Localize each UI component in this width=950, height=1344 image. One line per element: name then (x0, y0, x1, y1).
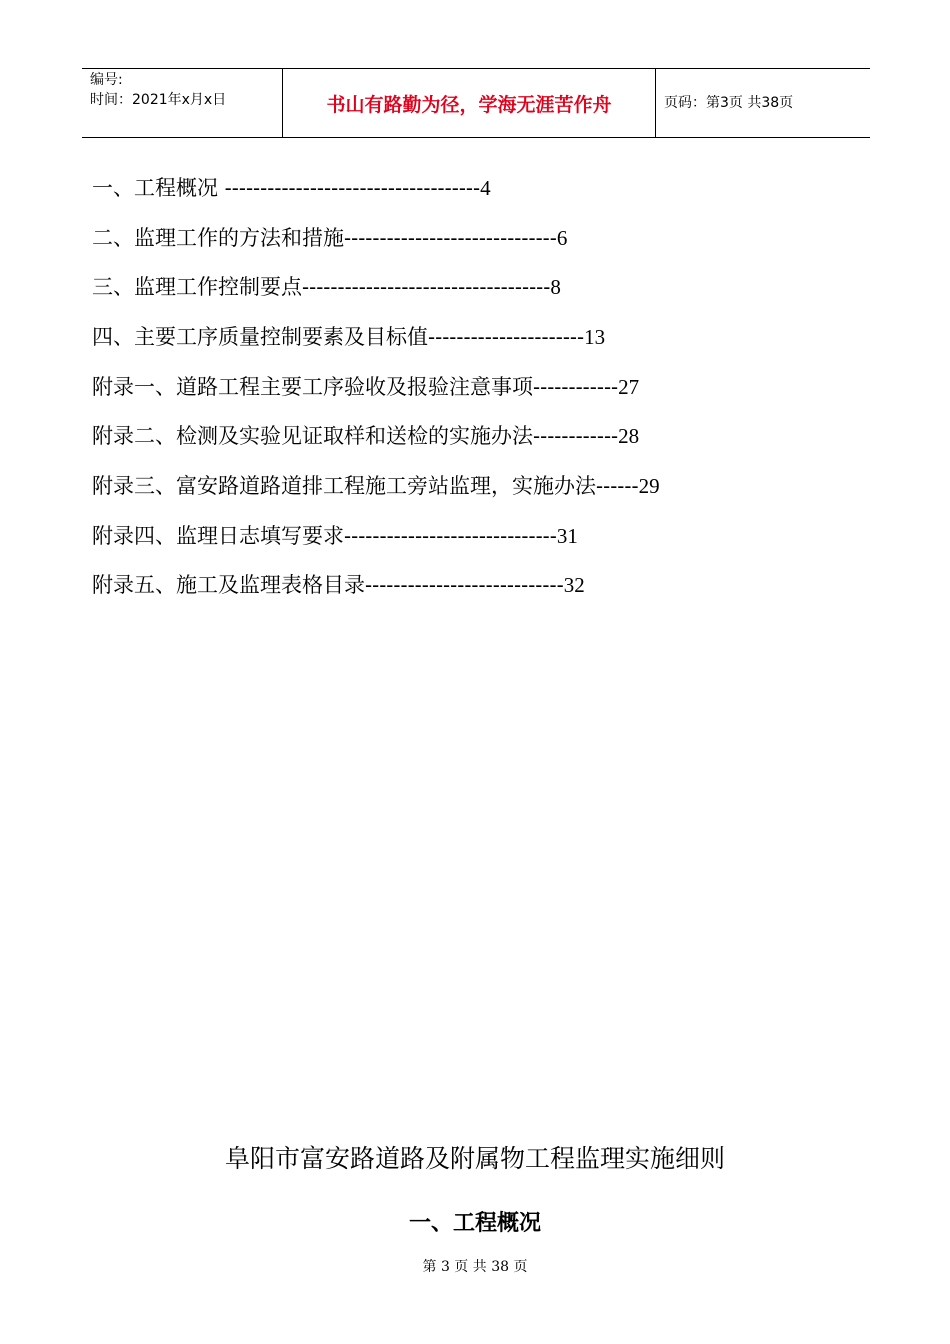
toc-entry[interactable] (92, 569, 585, 601)
header-page-cell (656, 69, 870, 137)
document-number-label: 编号: (90, 72, 123, 88)
header-motto-cell (283, 69, 656, 137)
toc-entry[interactable] (92, 371, 639, 403)
toc-entry[interactable] (92, 420, 639, 452)
toc-entry-title: 附录一、道路工程主要工序验收及报验注意事项 (92, 375, 533, 399)
section-heading: 一、工程概况 (408, 1210, 541, 1236)
toc-entry-title: 附录五、施工及监理表格目录 (92, 573, 365, 597)
toc-entry-leader: ------------ (533, 424, 619, 448)
header-meta-cell (82, 69, 283, 137)
toc-entry-page: 29 (638, 474, 660, 498)
header-motto: 书山有路勤为径，学海无涯苦作舟 (326, 94, 612, 116)
document-title: 阜阳市富安路道路及附属物工程监理实施细则 (224, 1144, 725, 1173)
toc-entry-leader: ------ (596, 474, 639, 498)
toc-entry-page: 31 (556, 524, 578, 548)
toc-entry-page: 13 (584, 325, 606, 349)
toc-entry[interactable] (92, 520, 578, 552)
toc-entry[interactable] (92, 222, 567, 254)
toc-entry[interactable] (92, 470, 660, 502)
page-header (82, 68, 870, 138)
toc-entry-title: 附录三、富安路道路道排工程施工旁站监理，实施办法 (92, 474, 596, 498)
toc-entry-leader: ---------------------- (428, 325, 585, 349)
toc-entry-leader: ------------ (533, 375, 619, 399)
toc-entry-title: 三、监理工作控制要点 (92, 275, 302, 299)
toc-entry-leader: ----------------------------------- (302, 275, 551, 299)
toc-entry[interactable] (92, 271, 561, 303)
toc-entry-leader: ------------------------------ (344, 226, 557, 250)
toc-entry-page: 28 (618, 424, 640, 448)
toc-entry-title: 四、主要工序质量控制要素及目标值 (92, 325, 428, 349)
toc-entry-title: 附录二、检测及实验见证取样和送检的实施办法 (92, 424, 533, 448)
toc-entry-leader: ---------------------------- (365, 573, 564, 597)
toc-entry-page: 8 (550, 275, 561, 299)
toc-entry[interactable] (92, 321, 605, 353)
toc-entry-title: 附录四、监理日志填写要求 (92, 524, 344, 548)
document-time-label: 时间：2021年x月x日 (90, 92, 227, 108)
toc-entry-page: 32 (563, 573, 585, 597)
toc-entry-page: 6 (556, 226, 568, 250)
toc-entry-title: 一、工程概况 (92, 176, 218, 200)
toc-entry-title: 二、监理工作的方法和措施 (92, 226, 344, 250)
toc-entry-page: 27 (618, 375, 640, 399)
toc-entry-page: 4 (480, 176, 491, 200)
header-page-info: 页码：第3页 共38页 (664, 95, 794, 111)
page-footer: 第 3 页 共 38 页 (422, 1259, 528, 1275)
toc-entry-leader: ------------------------------------ (218, 176, 481, 200)
toc-entry-leader: ------------------------------ (344, 524, 557, 548)
toc-entry[interactable] (92, 172, 491, 204)
